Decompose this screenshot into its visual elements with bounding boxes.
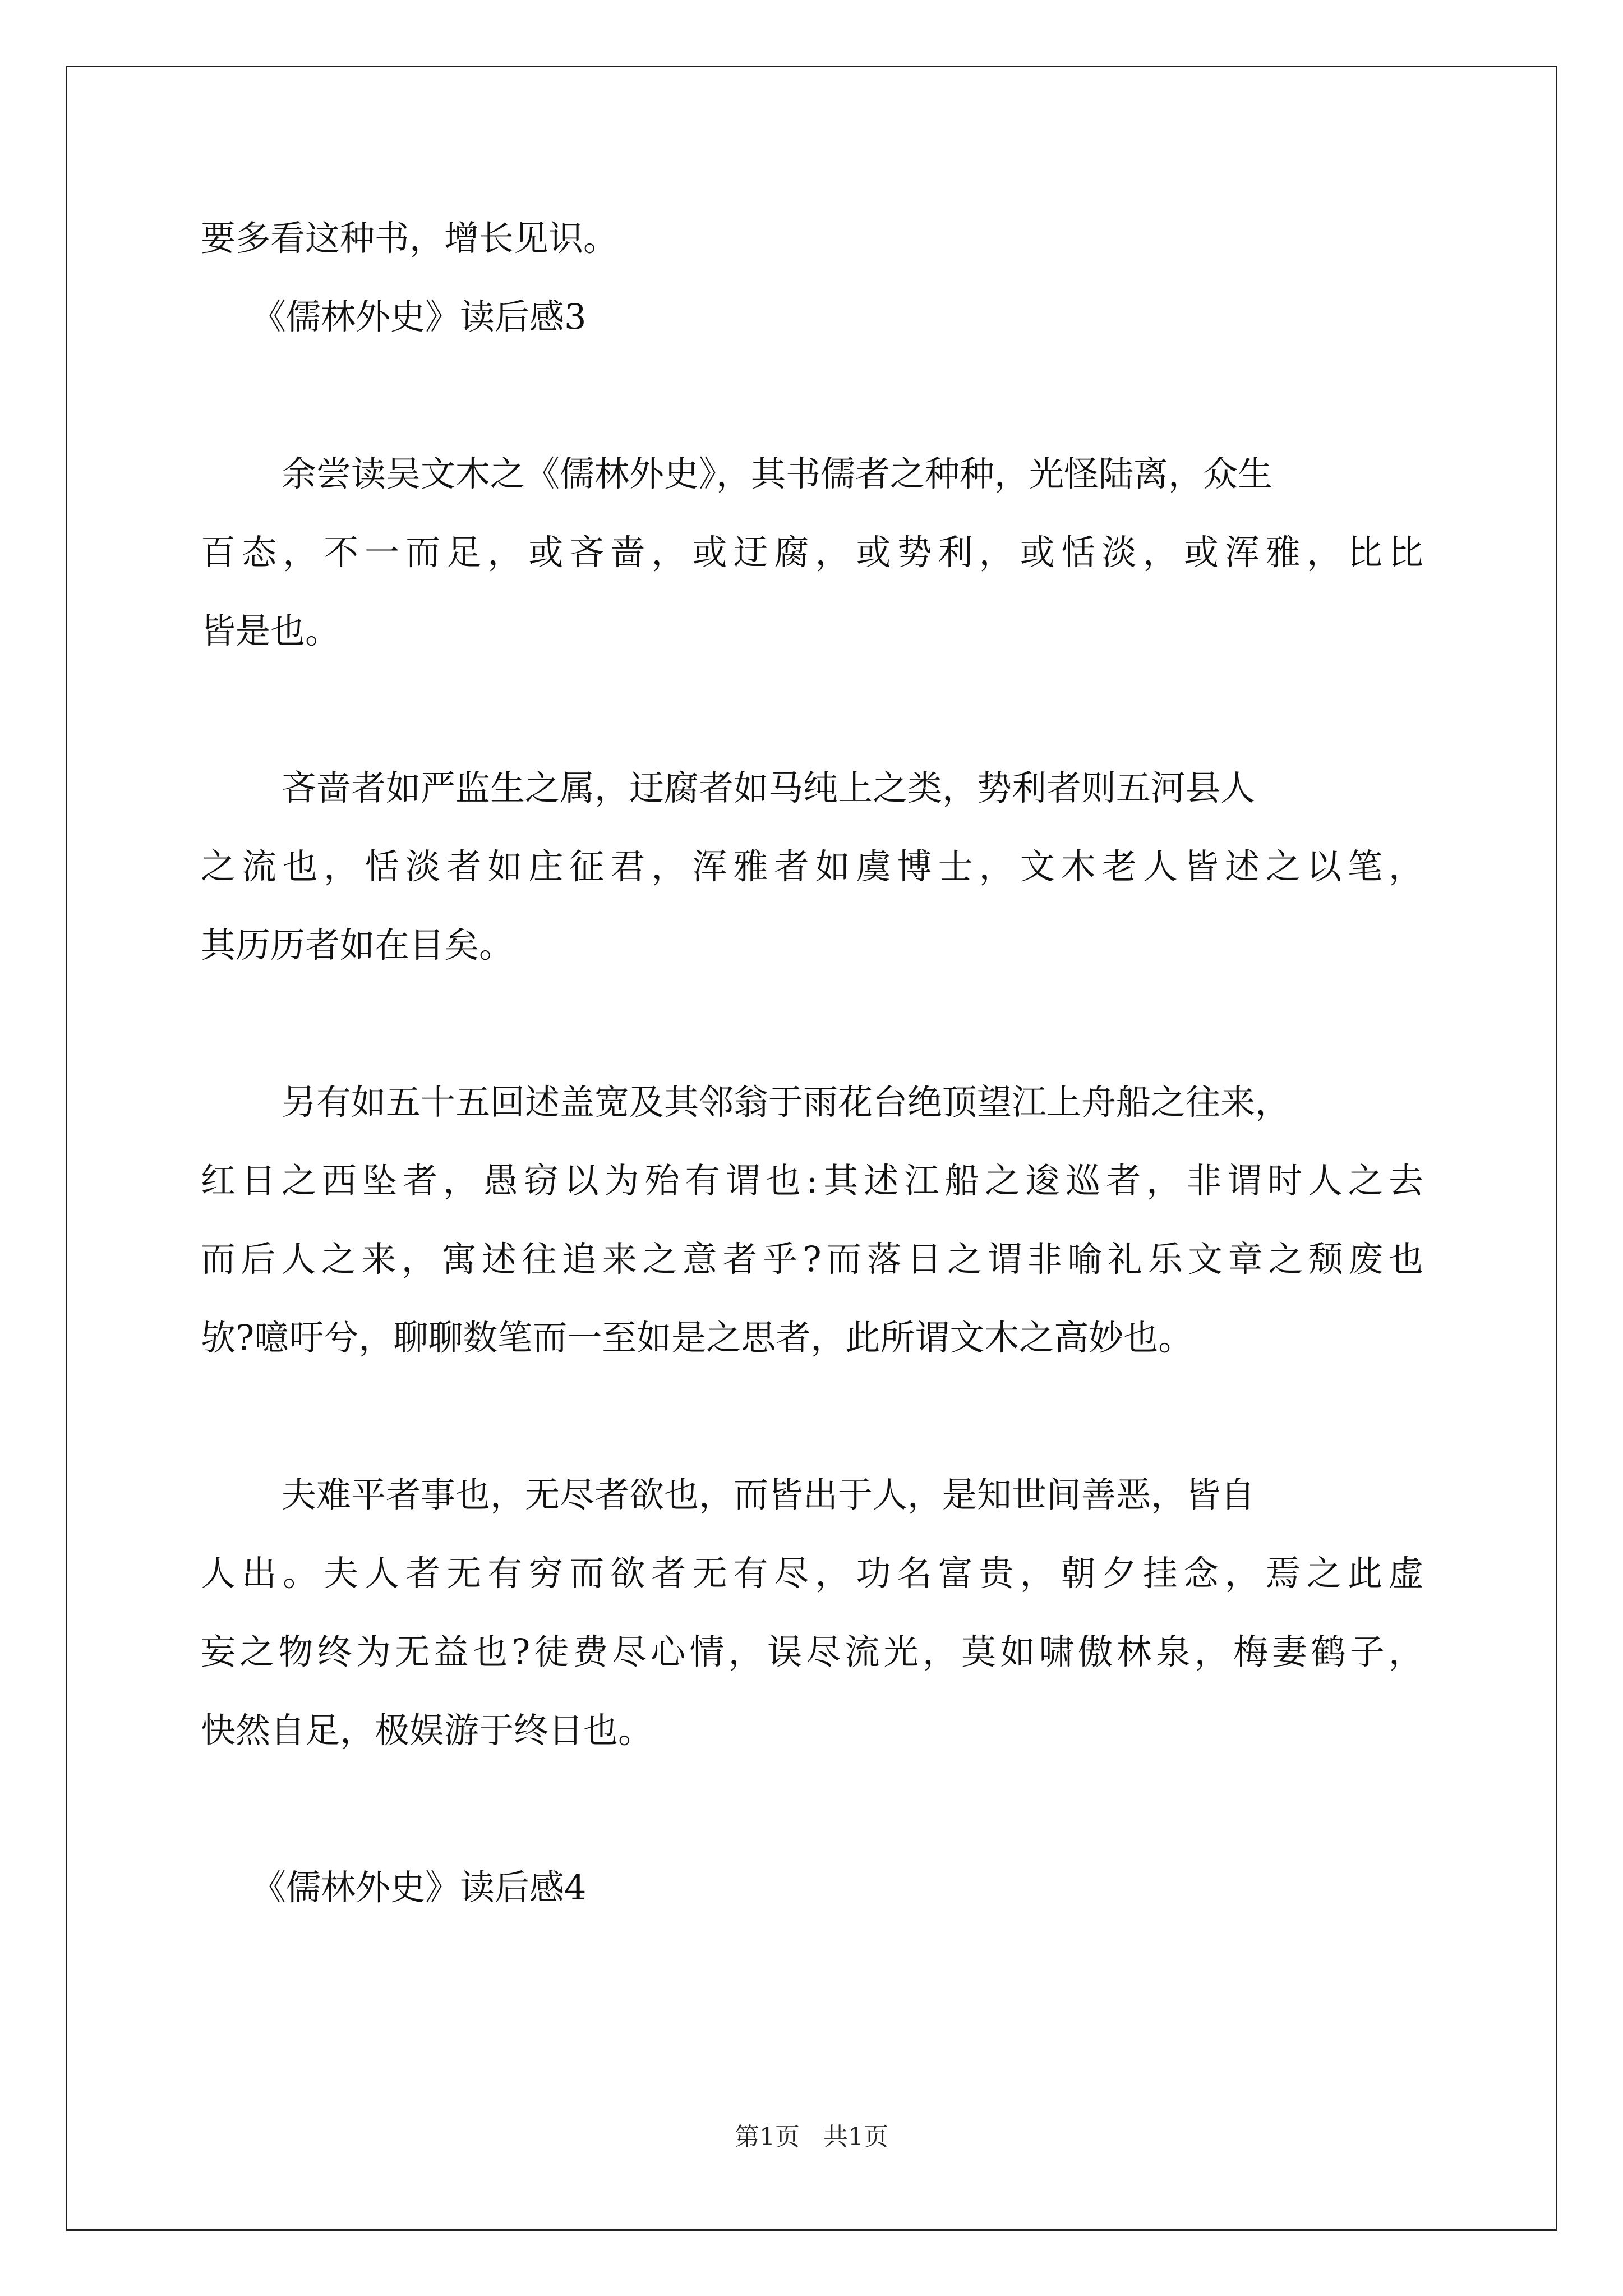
paragraph-line: 要多看这种书，增长见识。 (201, 218, 619, 259)
paragraph-line: 皆是也。 (201, 610, 340, 651)
section-heading: 《儒林外史》读后感4 (251, 1867, 587, 1908)
paragraph-line: 欤?噫吁兮，聊聊数笔而一至如是之思者，此所谓文木之高妙也。 (201, 1317, 1193, 1358)
paragraph-line: 人出。夫人者无有穷而欲者无有尽，功名富贵，朝夕挂念，焉之此虚 (201, 1553, 1423, 1594)
paragraph-line: 余尝读吴文木之《儒林外史》，其书儒者之种种，光怪陆离，众生 (282, 453, 1273, 494)
page-number: 第1页 (735, 2123, 800, 2151)
paragraph-line: 吝啬者如严监生之属，迂腐者如马纯上之类，势利者则五河县人 (282, 767, 1256, 808)
paragraph-line: 其历历者如在目矣。 (201, 924, 514, 965)
paragraph-line: 而后人之来，寓述往追来之意者乎?而落日之谓非喻礼乐文章之颓废也 (201, 1239, 1423, 1280)
paragraph-line: 百态，不一而足，或吝啬，或迂腐，或势利，或恬淡，或浑雅，比比 (201, 532, 1423, 573)
paragraph-line: 快然自足，极娱游于终日也。 (201, 1710, 653, 1751)
paragraph-line: 夫难平者事也，无尽者欲也，而皆出于人，是知世间善恶，皆自 (282, 1474, 1256, 1515)
page-total: 共1页 (823, 2123, 888, 2151)
paragraph-line: 红日之西坠者，愚窃以为殆有谓也:其述江船之逡巡者，非谓时人之去 (201, 1160, 1423, 1201)
paragraph-line: 另有如五十五回述盖宽及其邻翁于雨花台绝顶望江上舟船之往来， (282, 1082, 1290, 1122)
paragraph-line: 之流也，恬淡者如庄征君，浑雅者如虞博士，文木老人皆述之以笔， (201, 846, 1423, 887)
paragraph-line: 妄之物终为无益也?徒费尽心情，误尽流光，莫如啸傲林泉，梅妻鹤子， (201, 1631, 1423, 1672)
section-heading: 《儒林外史》读后感3 (251, 296, 587, 337)
page-footer (0, 2122, 1623, 2153)
